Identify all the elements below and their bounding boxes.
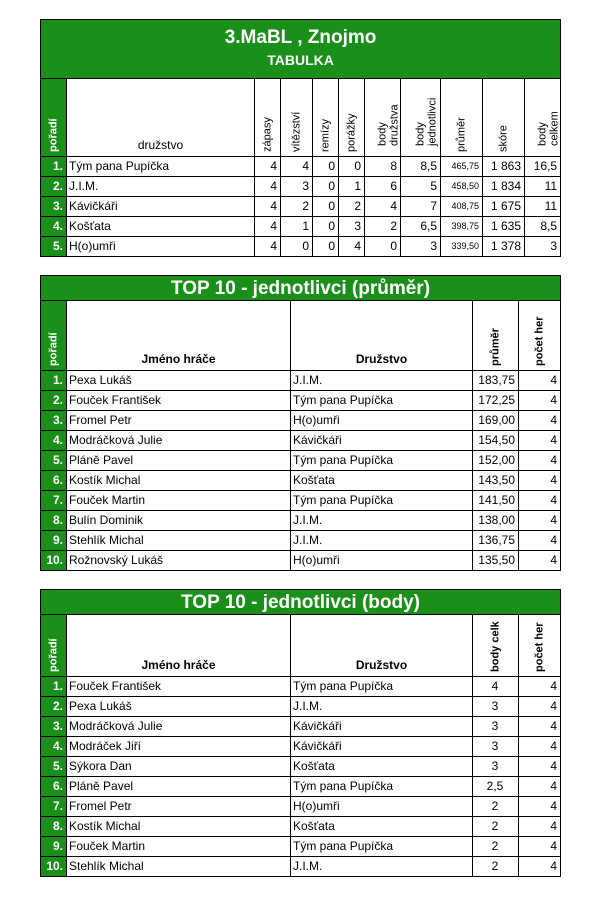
wins-cell: 3 [281,177,313,197]
games-cell: 4 [519,371,561,391]
draws-cell: 0 [313,197,339,217]
average-cell: 172,25 [473,391,519,411]
individual-points-cell: 5 [401,177,441,197]
total-cell: 8,5 [525,217,561,237]
points-cell: 2 [473,797,519,817]
header-team: Družstvo [291,301,473,371]
team-cell: J.I.M. [291,371,473,391]
player-cell: Stehlík Michal [67,531,291,551]
wins-cell: 0 [281,237,313,257]
score-cell: 1 378 [483,237,525,257]
average-cell: 183,75 [473,371,519,391]
team-cell: Kávičkáři [291,717,473,737]
rank-cell: 1. [41,677,67,697]
average-cell: 136,75 [473,531,519,551]
average-cell: 339,50 [441,237,483,257]
header-points: body celk [473,615,519,677]
games-cell: 4 [519,411,561,431]
player-cell: Modráček Jiří [67,737,291,757]
points-cell: 3 [473,697,519,717]
individual-points-cell: 8,5 [401,157,441,177]
player-cell: Fromel Petr [67,797,291,817]
rank-cell: 8. [41,511,67,531]
team-cell: Košťata [67,217,255,237]
team-cell: Tým pana Pupíčka [291,491,473,511]
rank-cell: 2. [41,391,67,411]
games-cell: 4 [519,677,561,697]
games-cell: 4 [519,737,561,757]
header-games: počet her [519,301,561,371]
matches-cell: 4 [255,237,281,257]
header-player: Jméno hráče [67,301,291,371]
player-cell: Sýkora Dan [67,757,291,777]
total-cell: 11 [525,197,561,217]
rank-cell: 2. [41,177,67,197]
table-row [41,511,561,531]
table-row [41,777,561,797]
team-cell: J.I.M. [67,177,255,197]
header-rank: pořadí [41,301,67,371]
team-cell: Košťata [291,817,473,837]
top10-points-title: TOP 10 - jednotlivci (body) [41,590,561,615]
games-cell: 4 [519,777,561,797]
table-row [41,797,561,817]
table-row [41,857,561,877]
points-cell: 2,5 [473,777,519,797]
losses-cell: 2 [339,197,365,217]
table-row [41,531,561,551]
games-cell: 4 [519,511,561,531]
points-cell: 3 [473,757,519,777]
table-row [41,697,561,717]
points-cell: 3 [473,717,519,737]
table-row [41,371,561,391]
header-rank: pořadí [41,615,67,677]
table-row [41,491,561,511]
header-games: počet her [519,615,561,677]
losses-cell: 1 [339,177,365,197]
player-cell: Kostík Michal [67,817,291,837]
matches-cell: 4 [255,177,281,197]
games-cell: 4 [519,531,561,551]
team-cell: J.I.M. [291,531,473,551]
average-cell: 154,50 [473,431,519,451]
table-row [41,471,561,491]
table-row [41,197,561,217]
team-cell: Tým pana Pupíčka [291,391,473,411]
league-table-block [40,19,560,257]
header-average: průměr [441,79,483,157]
player-cell: Modráčková Julie [67,717,291,737]
rank-cell: 4. [41,737,67,757]
rank-cell: 6. [41,471,67,491]
rank-cell: 4. [41,431,67,451]
player-cell: Fouček Martin [67,491,291,511]
rank-cell: 7. [41,797,67,817]
rank-cell: 5. [41,237,67,257]
games-cell: 4 [519,451,561,471]
team-points-cell: 8 [365,157,401,177]
table-row [41,431,561,451]
rank-cell: 5. [41,757,67,777]
score-cell: 1 675 [483,197,525,217]
average-cell: 135,50 [473,551,519,571]
games-cell: 4 [519,837,561,857]
header-draws: remízy [313,79,339,157]
games-cell: 4 [519,757,561,777]
table-row [41,677,561,697]
team-cell: Kávičkáři [291,737,473,757]
top10-average-title: TOP 10 - jednotlivci (průměr) [41,276,561,301]
team-cell: Tým pana Pupíčka [291,677,473,697]
games-cell: 4 [519,857,561,877]
rank-cell: 5. [41,451,67,471]
games-cell: 4 [519,817,561,837]
header-rank: pořadí [41,79,67,157]
draws-cell: 0 [313,177,339,197]
team-points-cell: 6 [365,177,401,197]
wins-cell: 2 [281,197,313,217]
games-cell: 4 [519,471,561,491]
header-team: Družstvo [291,615,473,677]
average-cell: 169,00 [473,411,519,431]
table-row [41,717,561,737]
team-points-cell: 0 [365,237,401,257]
team-cell: J.I.M. [291,511,473,531]
matches-cell: 4 [255,197,281,217]
table-row [41,451,561,471]
team-cell: H(o)umři [291,551,473,571]
table-row [41,237,561,257]
table-row [41,757,561,777]
score-cell: 1 863 [483,157,525,177]
player-cell: Kostík Michal [67,471,291,491]
score-cell: 1 834 [483,177,525,197]
player-cell: Fouček Martin [67,837,291,857]
rank-cell: 10. [41,857,67,877]
wins-cell: 4 [281,157,313,177]
rank-cell: 1. [41,157,67,177]
rank-cell: 6. [41,777,67,797]
individual-points-cell: 6,5 [401,217,441,237]
top10-points-block [40,589,560,877]
rank-cell: 10. [41,551,67,571]
losses-cell: 4 [339,237,365,257]
table-row [41,551,561,571]
games-cell: 4 [519,717,561,737]
header-losses: porážky [339,79,365,157]
average-cell: 143,50 [473,471,519,491]
header-player: Jméno hráče [67,615,291,677]
top10-average-block [40,275,560,571]
team-cell: J.I.M. [291,857,473,877]
draws-cell: 0 [313,157,339,177]
table-row [41,411,561,431]
player-cell: Pláně Pavel [67,451,291,471]
player-cell: Rožnovský Lukáš [67,551,291,571]
team-cell: Košťata [291,757,473,777]
points-cell: 2 [473,857,519,877]
average-cell: 458,50 [441,177,483,197]
table-row [41,217,561,237]
games-cell: 4 [519,551,561,571]
player-cell: Fouček František [67,391,291,411]
average-cell: 152,00 [473,451,519,471]
games-cell: 4 [519,391,561,411]
league-table [40,19,561,257]
draws-cell: 0 [313,217,339,237]
table-row [41,737,561,757]
league-title: 3.MaBL , Znojmo [224,27,377,48]
team-cell: H(o)umři [291,797,473,817]
rank-cell: 2. [41,697,67,717]
rank-cell: 3. [41,197,67,217]
league-title-cell [41,20,561,79]
top10-points-table [40,589,561,877]
rank-cell: 7. [41,491,67,511]
individual-points-cell: 3 [401,237,441,257]
league-subtitle: TABULKA [267,52,334,68]
table-row [41,817,561,837]
team-cell: Tým pana Pupíčka [291,837,473,857]
points-cell: 4 [473,677,519,697]
header-wins: vítězství [281,79,313,157]
games-cell: 4 [519,797,561,817]
games-cell: 4 [519,491,561,511]
header-average: průměr [473,301,519,371]
team-points-cell: 4 [365,197,401,217]
team-cell: Tým pana Pupíčka [67,157,255,177]
player-cell: Pexa Lukáš [67,697,291,717]
table-row [41,837,561,857]
player-cell: Pexa Lukáš [67,371,291,391]
team-cell: J.I.M. [291,697,473,717]
header-team-points: body družstva [365,79,401,157]
table-row [41,391,561,411]
player-cell: Stehlík Michal [67,857,291,877]
team-cell: Košťata [291,471,473,491]
draws-cell: 0 [313,237,339,257]
rank-cell: 4. [41,217,67,237]
player-cell: Fouček František [67,677,291,697]
wins-cell: 1 [281,217,313,237]
team-cell: Tým pana Pupíčka [291,777,473,797]
table-row [41,177,561,197]
matches-cell: 4 [255,157,281,177]
losses-cell: 0 [339,157,365,177]
header-matches: zápasy [255,79,281,157]
points-cell: 2 [473,837,519,857]
table-row [41,157,561,177]
average-cell: 408,75 [441,197,483,217]
top10-average-table [40,275,561,571]
team-cell: Kávičkáři [67,197,255,217]
score-cell: 1 635 [483,217,525,237]
team-cell: Tým pana Pupíčka [291,451,473,471]
average-cell: 465,75 [441,157,483,177]
individual-points-cell: 7 [401,197,441,217]
total-cell: 11 [525,177,561,197]
games-cell: 4 [519,431,561,451]
rank-cell: 1. [41,371,67,391]
total-cell: 3 [525,237,561,257]
header-total: body celkem [525,79,561,157]
total-cell: 16,5 [525,157,561,177]
matches-cell: 4 [255,217,281,237]
team-cell: H(o)umři [67,237,255,257]
rank-cell: 9. [41,531,67,551]
average-cell: 141,50 [473,491,519,511]
average-cell: 138,00 [473,511,519,531]
points-cell: 2 [473,817,519,837]
average-cell: 398,75 [441,217,483,237]
player-cell: Modráčková Julie [67,431,291,451]
games-cell: 4 [519,697,561,717]
rank-cell: 8. [41,817,67,837]
player-cell: Pláně Pavel [67,777,291,797]
header-individual-points: body jednotlivci [401,79,441,157]
points-cell: 3 [473,737,519,757]
rank-cell: 9. [41,837,67,857]
team-cell: H(o)umři [291,411,473,431]
rank-cell: 3. [41,411,67,431]
player-cell: Bulín Dominik [67,511,291,531]
losses-cell: 3 [339,217,365,237]
team-points-cell: 2 [365,217,401,237]
rank-cell: 3. [41,717,67,737]
header-score: skóre [483,79,525,157]
player-cell: Fromel Petr [67,411,291,431]
team-cell: Kávičkáři [291,431,473,451]
header-team: družstvo [67,79,255,157]
